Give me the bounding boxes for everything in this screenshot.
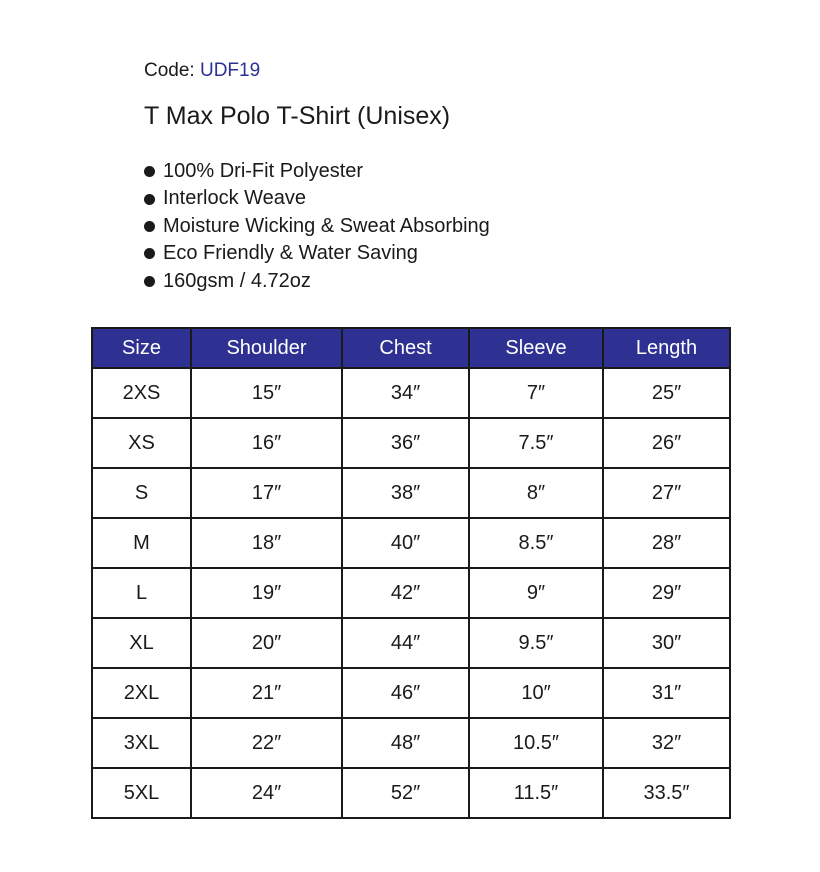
column-header-chest: Chest	[342, 328, 469, 368]
cell-chest: 46″	[342, 668, 469, 718]
cell-sleeve: 7″	[469, 368, 603, 418]
table-row	[92, 368, 730, 418]
table-row	[92, 668, 730, 718]
cell-shoulder: 16″	[191, 418, 342, 468]
table-header-row	[92, 328, 730, 368]
cell-sleeve: 11.5″	[469, 768, 603, 818]
cell-chest: 36″	[342, 418, 469, 468]
cell-size: 2XS	[92, 368, 191, 418]
table-row	[92, 468, 730, 518]
cell-sleeve: 10″	[469, 668, 603, 718]
feature-item	[144, 268, 490, 295]
column-header-shoulder: Shoulder	[191, 328, 342, 368]
cell-sleeve: 7.5″	[469, 418, 603, 468]
feature-item	[144, 213, 490, 240]
cell-chest: 40″	[342, 518, 469, 568]
cell-shoulder: 17″	[191, 468, 342, 518]
cell-chest: 52″	[342, 768, 469, 818]
cell-chest: 48″	[342, 718, 469, 768]
cell-sleeve: 9″	[469, 568, 603, 618]
column-header-length: Length	[603, 328, 730, 368]
table-row	[92, 718, 730, 768]
cell-size: XS	[92, 418, 191, 468]
cell-size: S	[92, 468, 191, 518]
table-row	[92, 568, 730, 618]
product-code-value: UDF19	[199, 60, 261, 81]
cell-chest: 44″	[342, 618, 469, 668]
feature-text: Interlock Weave	[163, 187, 307, 210]
cell-shoulder: 20″	[191, 618, 342, 668]
cell-chest: 34″	[342, 368, 469, 418]
table-body	[92, 368, 730, 818]
cell-length: 28″	[603, 518, 730, 568]
bullet-icon	[144, 166, 155, 177]
cell-length: 30″	[603, 618, 730, 668]
table-row	[92, 418, 730, 468]
product-code	[144, 59, 260, 83]
cell-size: XL	[92, 618, 191, 668]
cell-shoulder: 21″	[191, 668, 342, 718]
table-row	[92, 768, 730, 818]
feature-text: Eco Friendly & Water Saving	[163, 242, 418, 265]
cell-size: 5XL	[92, 768, 191, 818]
cell-chest: 42″	[342, 568, 469, 618]
table-row	[92, 618, 730, 668]
cell-size: L	[92, 568, 191, 618]
size-chart-table	[91, 327, 731, 819]
product-title: T Max Polo T-Shirt (Unisex)	[144, 102, 451, 130]
bullet-icon	[144, 276, 155, 287]
feature-item	[144, 240, 490, 267]
cell-length: 32″	[603, 718, 730, 768]
product-code-label: Code:	[144, 60, 200, 81]
table-row	[92, 518, 730, 568]
bullet-icon	[144, 194, 155, 205]
feature-item	[144, 158, 490, 185]
feature-text: 100% Dri-Fit Polyester	[163, 160, 364, 182]
cell-sleeve: 8″	[469, 468, 603, 518]
cell-shoulder: 19″	[191, 568, 342, 618]
feature-list	[144, 158, 490, 295]
cell-length: 25″	[603, 368, 730, 418]
cell-sleeve: 9.5″	[469, 618, 603, 668]
cell-shoulder: 22″	[191, 718, 342, 768]
cell-shoulder: 24″	[191, 768, 342, 818]
column-header-size: Size	[92, 328, 191, 368]
feature-text: 160gsm / 4.72oz	[163, 269, 311, 292]
cell-shoulder: 15″	[191, 368, 342, 418]
cell-sleeve: 8.5″	[469, 518, 603, 568]
cell-length: 31″	[603, 668, 730, 718]
bullet-icon	[144, 221, 155, 232]
cell-length: 26″	[603, 418, 730, 468]
column-header-sleeve: Sleeve	[469, 328, 603, 368]
cell-shoulder: 18″	[191, 518, 342, 568]
cell-sleeve: 10.5″	[469, 718, 603, 768]
cell-length: 27″	[603, 468, 730, 518]
cell-length: 33.5″	[603, 768, 730, 818]
bullet-icon	[144, 248, 155, 259]
cell-size: 3XL	[92, 718, 191, 768]
feature-item	[144, 185, 490, 212]
cell-size: 2XL	[92, 668, 191, 718]
cell-chest: 38″	[342, 468, 469, 518]
cell-size: M	[92, 518, 191, 568]
cell-length: 29″	[603, 568, 730, 618]
feature-text: Moisture Wicking & Sweat Absorbing	[163, 214, 490, 237]
